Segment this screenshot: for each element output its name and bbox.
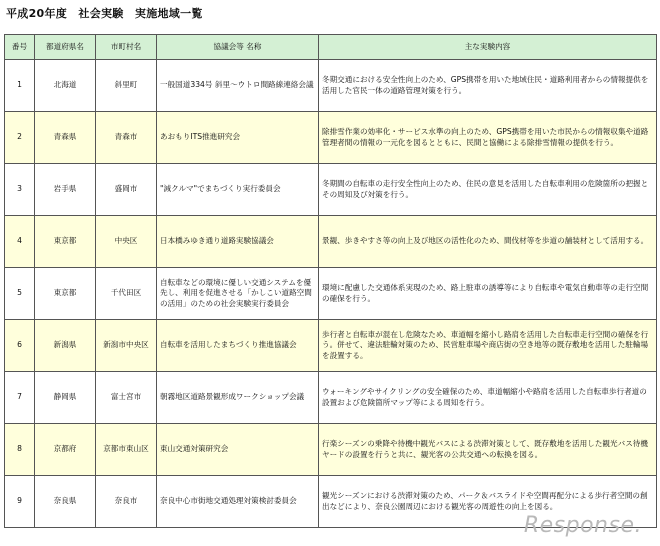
cell-number: 9: [5, 476, 35, 528]
cell-council: "減クルマ"でまちづくり実行委員会: [157, 164, 319, 216]
cell-number: 3: [5, 164, 35, 216]
header-content: 主な実験内容: [319, 35, 657, 60]
cell-content: 観光シーズンにおける渋滞対策のため、パーク＆バスライドや空間再配分による歩行者空間の創出などにより、奈良公園周辺における観光客の周遊性の向上を図る。: [319, 476, 657, 528]
cell-prefecture: 新潟県: [35, 320, 96, 372]
table-row: [5, 424, 657, 476]
cell-council: 自転車などの環境に優しい交通システムを優先し、利用を促進させる「かしこい道路空間の活用」のための社会実験実行委員会: [157, 268, 319, 320]
header-council: 協議会等 名称: [157, 35, 319, 60]
header-number: 番号: [5, 35, 35, 60]
cell-council: あおもりITS推進研究会: [157, 112, 319, 164]
cell-number: 6: [5, 320, 35, 372]
cell-prefecture: 岩手県: [35, 164, 96, 216]
experiment-regions-table: [4, 34, 657, 528]
cell-city: 新潟市中央区: [96, 320, 157, 372]
cell-number: 2: [5, 112, 35, 164]
cell-council: 日本橋みゆき通り道路実験協議会: [157, 216, 319, 268]
response-watermark: Response.: [523, 513, 642, 538]
table-row: [5, 372, 657, 424]
header-city: 市町村名: [96, 35, 157, 60]
cell-content: 行楽シーズンの乗降や待機中観光バスによる渋滞対策として、既存敷地を活用した観光バス待機ヤードの設置を行うと共に、観光客の公共交通への転換を図る。: [319, 424, 657, 476]
cell-prefecture: 青森県: [35, 112, 96, 164]
cell-city: 奈良市: [96, 476, 157, 528]
cell-council: 奈良中心市街地交通処理対策検討委員会: [157, 476, 319, 528]
cell-number: 5: [5, 268, 35, 320]
cell-city: 斜里町: [96, 60, 157, 112]
cell-city: 中央区: [96, 216, 157, 268]
cell-content: 景観、歩きやすさ等の向上及び地区の活性化のため、間伐材等を歩道の舗装材として活用する。: [319, 216, 657, 268]
header-prefecture: 都道府県名: [35, 35, 96, 60]
cell-content: 冬期間の自転車の走行安全性向上のため、住民の意見を活用した自転車利用の危険箇所の把握とその周知及び対策を行う。: [319, 164, 657, 216]
cell-content: 除排雪作業の効率化・サービス水準の向上のため、GPS携帯を用いた市民からの情報収集や道路管理者間の情報の一元化を図るとともに、民間と協働による除排雪情報の提供を行う。: [319, 112, 657, 164]
cell-prefecture: 京都府: [35, 424, 96, 476]
cell-council: 東山交通対策研究会: [157, 424, 319, 476]
cell-prefecture: 東京都: [35, 216, 96, 268]
cell-city: 千代田区: [96, 268, 157, 320]
cell-number: 4: [5, 216, 35, 268]
table-row: [5, 112, 657, 164]
table-row: [5, 60, 657, 112]
cell-city: 富士宮市: [96, 372, 157, 424]
page-title: 平成20年度 社会実験 実施地域一覧: [6, 7, 203, 20]
cell-council: 自転車を活用したまちづくり推進協議会: [157, 320, 319, 372]
cell-content: 歩行者と自転車が混在し危険なため、車道幅を縮小し路肩を活用した自転車走行空間の確保を行う。併せて、違法駐輪対策のため、民営駐車場や商店街の空き地等の既存敷地を活用した駐輪場を設置する。: [319, 320, 657, 372]
cell-city: 青森市: [96, 112, 157, 164]
table-row: [5, 164, 657, 216]
table-row: [5, 268, 657, 320]
cell-number: 1: [5, 60, 35, 112]
cell-content: 環境に配慮した交通体系実現のため、路上駐車の誘導等により自転車や電気自動車等の走行空間の確保を行う。: [319, 268, 657, 320]
cell-council: 朝霧地区道路景観形成ワークショップ会議: [157, 372, 319, 424]
cell-content: ウォーキングやサイクリングの安全確保のため、車道幅縮小や路肩を活用した自転車歩行者道の設置および危険箇所マップ等による周知を行う。: [319, 372, 657, 424]
cell-city: 盛岡市: [96, 164, 157, 216]
table-header-row: [5, 35, 657, 60]
cell-content: 冬期交通における安全性向上のため、GPS携帯を用いた地域住民・道路利用者からの情報提供を活用した官民一体の道路管理対策を行う。: [319, 60, 657, 112]
cell-council: 一般国道334号 斜里～ウトロ間路線連絡会議: [157, 60, 319, 112]
table-row: [5, 216, 657, 268]
cell-city: 京都市東山区: [96, 424, 157, 476]
cell-prefecture: 東京都: [35, 268, 96, 320]
cell-number: 7: [5, 372, 35, 424]
cell-prefecture: 静岡県: [35, 372, 96, 424]
cell-number: 8: [5, 424, 35, 476]
cell-prefecture: 奈良県: [35, 476, 96, 528]
table-row: [5, 320, 657, 372]
cell-prefecture: 北海道: [35, 60, 96, 112]
